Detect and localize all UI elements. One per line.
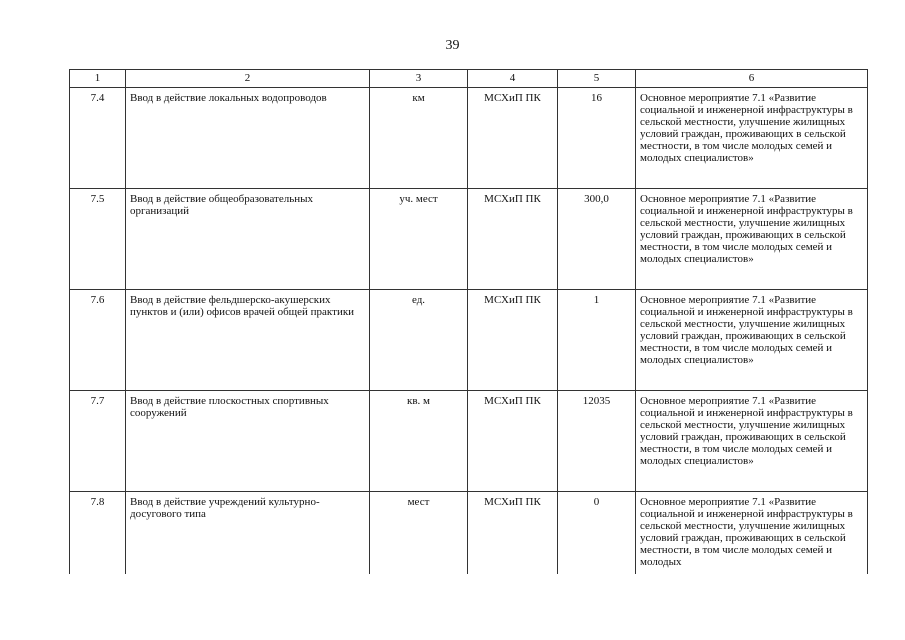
indicator-value: 16 bbox=[558, 88, 636, 189]
program-activity: Основное мероприятие 7.1 «Развитие социальной и инженерной инфраструктуры в сельской местности, улучшение жилищных условий граждан, проживающих в сельской местности, в том числе молодых семей и молодых специалистов» bbox=[636, 189, 868, 290]
table-row bbox=[70, 492, 868, 575]
table-row bbox=[70, 391, 868, 492]
column-header: 4 bbox=[468, 70, 558, 88]
unit-of-measure: уч. мест bbox=[370, 189, 468, 290]
unit-of-measure: ед. bbox=[370, 290, 468, 391]
responsible-body: МСХиП ПК bbox=[468, 492, 558, 575]
column-header: 6 bbox=[636, 70, 868, 88]
program-activity: Основное мероприятие 7.1 «Развитие социальной и инженерной инфраструктуры в сельской местности, улучшение жилищных условий граждан, проживающих в сельской местности, в том числе молодых семей и молодых специалистов» bbox=[636, 88, 868, 189]
unit-of-measure: мест bbox=[370, 492, 468, 575]
indicator-name: Ввод в действие фельдшерско-акушерских пунктов и (или) офисов врачей общей практики bbox=[126, 290, 370, 391]
indicator-name: Ввод в действие локальных водопроводов bbox=[126, 88, 370, 189]
responsible-body: МСХиП ПК bbox=[468, 290, 558, 391]
column-header: 3 bbox=[370, 70, 468, 88]
indicator-value: 12035 bbox=[558, 391, 636, 492]
indicator-value: 0 bbox=[558, 492, 636, 575]
row-number: 7.5 bbox=[70, 189, 126, 290]
column-header: 2 bbox=[126, 70, 370, 88]
indicator-value: 1 bbox=[558, 290, 636, 391]
indicator-name: Ввод в действие общеобразовательных организаций bbox=[126, 189, 370, 290]
table-header-row bbox=[70, 70, 868, 88]
indicator-name: Ввод в действие плоскостных спортивных сооружений bbox=[126, 391, 370, 492]
responsible-body: МСХиП ПК bbox=[468, 391, 558, 492]
unit-of-measure: км bbox=[370, 88, 468, 189]
program-activity bbox=[636, 492, 868, 575]
program-activity: Основное мероприятие 7.1 «Развитие социальной и инженерной инфраструктуры в сельской местности, улучшение жилищных условий граждан, проживающих в сельской местности, в том числе молодых семей и молодых специалистов» bbox=[636, 290, 868, 391]
responsible-body: МСХиП ПК bbox=[468, 189, 558, 290]
unit-of-measure: кв. м bbox=[370, 391, 468, 492]
program-activity: Основное мероприятие 7.1 «Развитие социальной и инженерной инфраструктуры в сельской местности, улучшение жилищных условий граждан, проживающих в сельской местности, в том числе молодых семей и молодых специалистов» bbox=[636, 391, 868, 492]
table-row bbox=[70, 290, 868, 391]
row-number: 7.8 bbox=[70, 492, 126, 575]
page-number: 39 bbox=[445, 38, 460, 53]
column-header: 5 bbox=[558, 70, 636, 88]
column-header: 1 bbox=[70, 70, 126, 88]
indicator-value: 300,0 bbox=[558, 189, 636, 290]
indicator-name: Ввод в действие учреждений культурно-досугового типа bbox=[126, 492, 370, 575]
row-number: 7.4 bbox=[70, 88, 126, 189]
program-activity-text: Основное мероприятие 7.1 «Развитие социальной и инженерной инфраструктуры в сельской местности, улучшение жилищных условий граждан, проживающих в сельской местности, в том числе молодых семей и молодых bbox=[640, 496, 853, 568]
row-number: 7.7 bbox=[70, 391, 126, 492]
table-row bbox=[70, 88, 868, 189]
responsible-body: МСХиП ПК bbox=[468, 88, 558, 189]
table-row bbox=[70, 189, 868, 290]
row-number: 7.6 bbox=[70, 290, 126, 391]
indicators-table bbox=[69, 69, 868, 574]
